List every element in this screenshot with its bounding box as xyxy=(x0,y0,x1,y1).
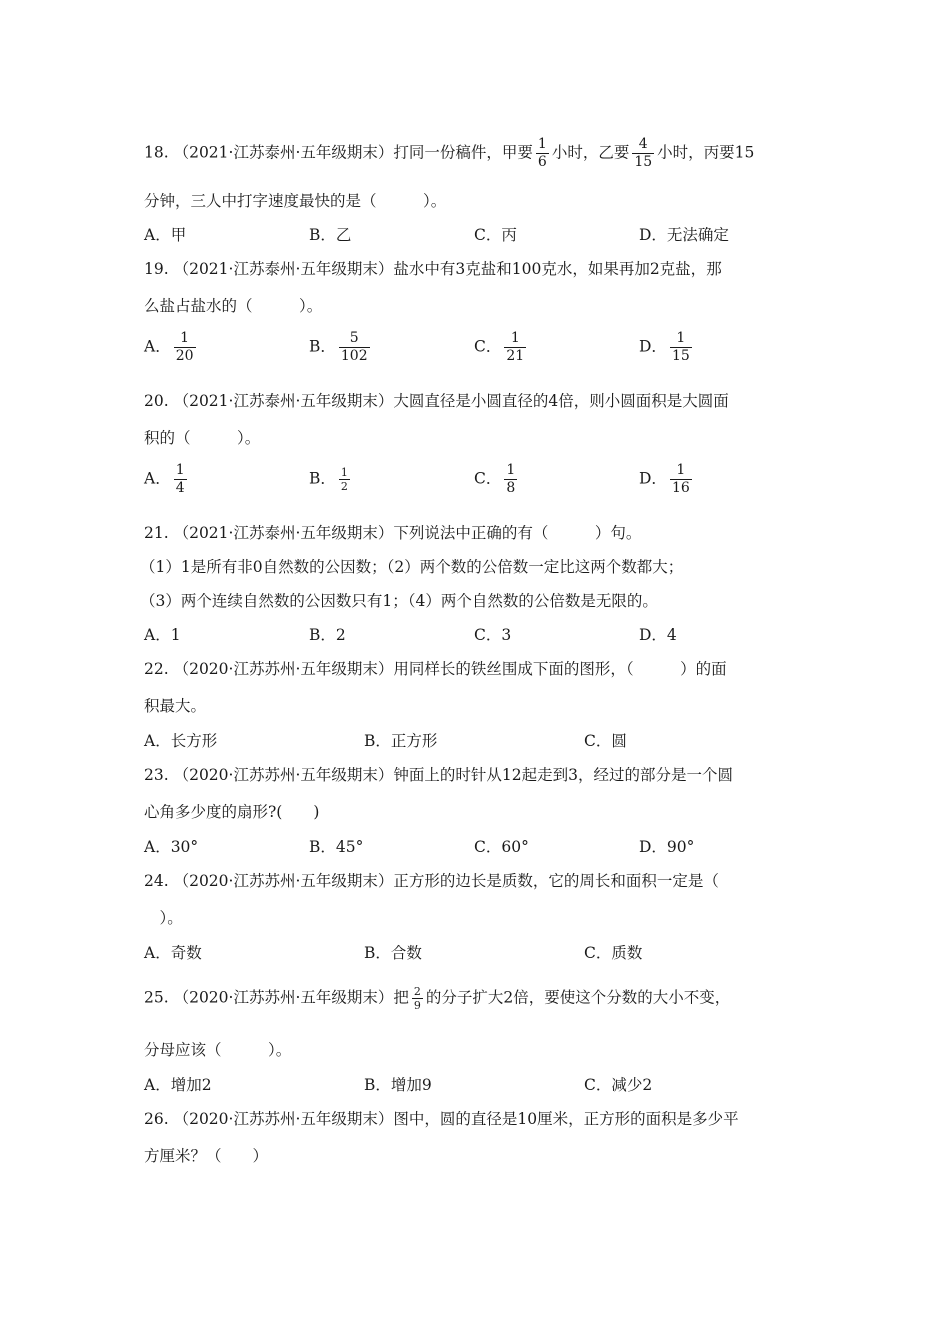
fraction-denominator: 4 xyxy=(175,480,185,496)
fraction xyxy=(174,330,196,365)
q25-option-a[interactable]: A．增加2 xyxy=(144,1076,212,1094)
option-label: B． xyxy=(309,337,336,356)
question-21-line-1: 21. （2021·江苏泰州·五年级期末）下列说法中正确的有（ ）句。 xyxy=(144,524,642,542)
question-20-line-2: 积的（ ）。 xyxy=(144,429,261,447)
question-25-text-b: 的分子扩大2倍，要使这个分数的大小不变， xyxy=(425,988,731,1007)
q25-option-b[interactable]: B．增加9 xyxy=(364,1076,432,1094)
option-label: B． xyxy=(309,469,336,488)
fraction-denominator: 15 xyxy=(634,154,653,170)
fraction xyxy=(339,330,370,365)
fraction-numerator: 1 xyxy=(676,330,686,346)
q24-option-a[interactable]: A．奇数 xyxy=(144,944,202,962)
q20-option-d[interactable] xyxy=(639,462,695,497)
fraction-denominator: 102 xyxy=(340,348,368,364)
fraction-numerator: 1 xyxy=(180,330,190,346)
question-18-text-c: 小时，丙要15 xyxy=(657,143,755,162)
q23-option-a[interactable]: A．30° xyxy=(144,838,199,856)
q23-option-c[interactable]: C．60° xyxy=(474,838,529,856)
fraction-denominator: 20 xyxy=(175,348,194,364)
question-25-line-2: 分母应该（ ）。 xyxy=(144,1041,292,1059)
question-23-line-2: 心角多少度的扇形?( ) xyxy=(144,803,320,821)
option-label: A． xyxy=(144,337,171,356)
fraction xyxy=(339,466,350,493)
fraction-denominator: 2 xyxy=(340,480,348,493)
fraction-numerator: 4 xyxy=(638,136,648,152)
fraction-numerator: 1 xyxy=(175,462,185,478)
q18-option-a[interactable]: A．甲 xyxy=(144,226,187,244)
question-26-line-1: 26. （2020·江苏苏州·五年级期末）图中，圆的直径是10厘米，正方形的面积是多少平 xyxy=(144,1110,739,1128)
q18-option-c[interactable]: C．丙 xyxy=(474,226,517,244)
q20-option-b[interactable] xyxy=(309,466,353,493)
fraction-denominator: 6 xyxy=(537,154,547,170)
fraction xyxy=(504,462,517,497)
question-18-text-a: 18. （2021·江苏泰州·五年级期末）打同一份稿件，甲要 xyxy=(144,143,533,162)
fraction-denominator: 15 xyxy=(671,348,690,364)
fraction-numerator: 1 xyxy=(340,466,348,479)
q23-option-d[interactable]: D．90° xyxy=(639,838,695,856)
question-18-line-2: 分钟，三人中打字速度最快的是（ ）。 xyxy=(144,192,447,210)
question-24-line-2: ）。 xyxy=(144,909,183,927)
q18-option-d[interactable]: D．无法确定 xyxy=(639,226,729,244)
fraction-numerator: 1 xyxy=(510,330,520,346)
option-label: D． xyxy=(639,469,667,488)
q25-option-c[interactable]: C．减少2 xyxy=(584,1076,653,1094)
fraction-numerator: 1 xyxy=(537,136,547,152)
question-25-text-a: 25. （2020·江苏苏州·五年级期末）把 xyxy=(144,988,409,1007)
fraction-denominator: 9 xyxy=(413,999,421,1012)
q20-option-a[interactable] xyxy=(144,462,190,497)
q19-option-d[interactable] xyxy=(639,330,695,365)
fraction xyxy=(174,462,187,497)
fraction-2-9 xyxy=(412,985,423,1012)
fraction xyxy=(504,330,526,365)
question-23-line-1: 23. （2020·江苏苏州·五年级期末）钟面上的时针从12起走到3，经过的部分是一个圆 xyxy=(144,766,733,784)
option-label: D． xyxy=(639,337,667,356)
q24-option-c[interactable]: C．质数 xyxy=(584,944,643,962)
question-26-line-2: 方厘米？（ ） xyxy=(144,1147,269,1165)
fraction-numerator: 1 xyxy=(506,462,516,478)
fraction xyxy=(670,330,692,365)
fraction-numerator: 5 xyxy=(349,330,359,346)
fraction-denominator: 16 xyxy=(671,480,690,496)
question-18-text-b: 小时，乙要 xyxy=(551,143,630,162)
question-20-line-1: 20. （2021·江苏泰州·五年级期末）大圆直径是小圆直径的4倍，则小圆面积是大圆面 xyxy=(144,392,729,410)
q23-option-b[interactable]: B．45° xyxy=(309,838,364,856)
q22-option-c[interactable]: C．圆 xyxy=(584,732,627,750)
q20-option-c[interactable] xyxy=(474,462,520,497)
q21-option-a[interactable]: A．1 xyxy=(144,626,181,644)
q19-option-b[interactable] xyxy=(309,330,373,365)
fraction-denominator: 8 xyxy=(506,480,516,496)
q22-option-a[interactable]: A．长方形 xyxy=(144,732,218,750)
question-25-line-1 xyxy=(144,985,730,1012)
question-19-line-2: 么盐占盐水的（ ）。 xyxy=(144,297,323,315)
fraction-denominator: 21 xyxy=(506,348,525,364)
fraction-numerator: 2 xyxy=(413,985,421,998)
fraction-1-6 xyxy=(536,136,549,171)
fraction xyxy=(670,462,692,497)
q19-option-c[interactable] xyxy=(474,330,529,365)
fraction-4-15 xyxy=(632,136,654,171)
question-24-line-1: 24. （2020·江苏苏州·五年级期末）正方形的边长是质数，它的周长和面积一定是（ xyxy=(144,872,719,890)
q21-option-b[interactable]: B．2 xyxy=(309,626,346,644)
option-label: C． xyxy=(474,469,502,488)
question-19-line-1: 19. （2021·江苏泰州·五年级期末）盐水中有3克盐和100克水，如果再加2克盐，那 xyxy=(144,260,722,278)
question-21-line-2: （1）1是所有非0自然数的公因数；（2）两个数的公倍数一定比这两个数都大； xyxy=(140,558,684,576)
question-18-line-1 xyxy=(144,136,754,171)
q21-option-d[interactable]: D．4 xyxy=(639,626,677,644)
q19-option-a[interactable] xyxy=(144,330,199,365)
q21-option-c[interactable]: C．3 xyxy=(474,626,512,644)
question-21-line-3: （3）两个连续自然数的公因数只有1；（4）两个自然数的公倍数是无限的。 xyxy=(140,592,658,610)
fraction-numerator: 1 xyxy=(676,462,686,478)
question-22-line-2: 积最大。 xyxy=(144,697,207,715)
option-label: C． xyxy=(474,337,502,356)
question-22-line-1: 22. （2020·江苏苏州·五年级期末）用同样长的铁丝围成下面的图形，（ ）的面 xyxy=(144,660,727,678)
option-label: A． xyxy=(144,469,171,488)
q18-option-b[interactable]: B．乙 xyxy=(309,226,352,244)
q22-option-b[interactable]: B．正方形 xyxy=(364,732,438,750)
q24-option-b[interactable]: B．合数 xyxy=(364,944,422,962)
